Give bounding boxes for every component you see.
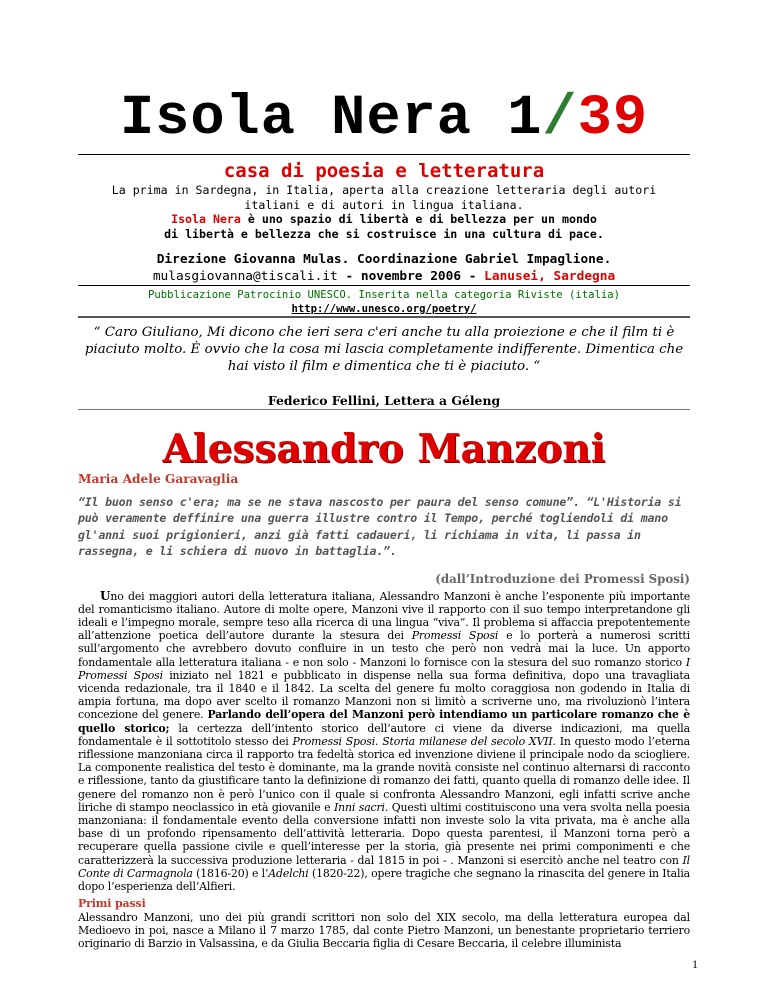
work-title: Promessi Sposi: [411, 629, 499, 643]
epigraph-source: (dall’Introduzione dei Promessi Sposi): [435, 571, 690, 586]
unesco-block: [78, 288, 690, 316]
work-title: Inni sacri.: [334, 800, 389, 814]
quote-author: Federico Fellini, Lettera a Géleng: [267, 393, 501, 408]
masthead-subtitle: casa di poesia e letteratura: [223, 160, 545, 182]
separator: -: [461, 269, 485, 284]
dropcap: U: [100, 588, 111, 603]
article-title: Alessandro Manzoni: [162, 426, 606, 472]
tagline-text: è uno spazio di libertà e di bellezza per un mondo: [240, 212, 597, 226]
masthead-issue: 39: [577, 87, 649, 151]
tagline-name: Isola Nera: [171, 212, 241, 226]
masthead-title: [78, 84, 690, 154]
paragraph: [78, 590, 690, 894]
document-page: [78, 0, 690, 950]
article-body: [78, 590, 690, 950]
unesco-text: Pubblicazione Patrocinio UNESCO. Inserita nella categoria Riviste (italia): [148, 289, 620, 301]
text-run: (1816-20) e l’: [192, 866, 269, 880]
divider: [78, 285, 690, 286]
direction-text: Direzione Giovanna Mulas. Coordinazione Gabriel Impaglione.: [156, 252, 612, 267]
text-run: Questi ultimi costituiscono una vera svolta nella poesia manzoniana: il fondamentale evento della conversione infatti non investe solo la vita privata, ma è anche alla base di un profondo ripensamento dell’attività letteraria. Dopo questa parentesi, il Manzoni torna però a recuperare quella passione civile e quell’interesse per la storia, già presente nei primi componimenti e che caratterizzerà la successiva produzione letteraria - dal 1815 in poi - . Manzoni si esercitò anche nel teatro con: [78, 800, 690, 867]
email-link[interactable]: mulasgiovanna@tiscali.it: [152, 269, 338, 284]
text-run: In questo modo l’eterna riflessione manzoniana circa il rapporto tra fedeltà storica ed invenzione diviene il principale nodo da sciogliere. La componente realistica del testo è dominante, ma la grande novità consiste nel continuo alternarsi di racconto e riflessione, tanto da giustificare tanto la definizione di romanzo dei fatti, quanto quella di romanzo delle idee. Il genere del romanzo non è però l’unico con il quale si confronta Alessandro Manzoni, egli infatti scrive anche liriche di stampo neoclassico in età giovanile e: [78, 734, 690, 814]
divider: [78, 316, 690, 318]
direction-block: [78, 251, 690, 285]
tagline: [78, 212, 690, 227]
intro-text: [78, 183, 690, 241]
text-run: (1820-22), opere tragiche che segnano la rinascita del genere in Italia dopo l’esperienza dell’Alfieri.: [78, 866, 691, 894]
issue-date: novembre 2006: [360, 269, 462, 284]
epigraph: “Il buon senso c'era; ma se ne stava nascosto per paura del senso comune”. “L'Historia si può veramente deffinire una guerra illustre contro il Tempo, perché togliendoli di mano gl'anni suoi prigionieri, anzi già fatti cadaueri, li richiama in vita, li passa in rassegna, e li schiera di nuovo in battaglia.”.: [78, 495, 682, 559]
paragraph: Alessandro Manzoni, uno dei più grandi scrittori non solo del XIX secolo, ma della letteratura europea dal Medioevo in poi, nasce a Milano il 7 marzo 1785, dal conte Pietro Manzoni, un benestante proprietario terriero originario di Barzio in Valsassina, e da Giulia Beccaria figlia di Cesare Beccaria, il celebre illuminista: [78, 910, 690, 950]
intro-line: italiani e di autori in lingua italiana.: [244, 197, 524, 212]
masthead-name: Isola Nera 1: [119, 87, 543, 151]
work-title: I Promessi Sposi: [78, 655, 690, 682]
text-run: e lo porterà a numerosi scritti sull’argomento che avrebbero dovuto confluire in un testo che però non vedrà mai la luce. Un apporto fondamentale alla letteratura italiana - e non solo - Manzoni lo fornisce con la stesura del suo romanzo storico: [78, 629, 690, 669]
section-heading: Primi passi: [78, 897, 146, 911]
separator: -: [337, 269, 361, 284]
text-run: iniziato nel 1821 e pubblicato in dispense nella sua forma definitiva, dopo una travagliata vicenda redazionale, tra il 1840 e il 1842. La scelta del genere fu molto coraggiosa non godendo in Italia di ampia fortuna, ma dopo aver scelto il romanzo Manzoni non si limitò a scriverne uno, ma rivoluzionò l’intera concezione del genere.: [78, 668, 690, 722]
masthead-slash: /: [542, 87, 578, 151]
work-title: Il Conte di Carmagnola: [78, 853, 690, 880]
contact-line: [78, 268, 690, 285]
work-title: Promessi Sposi. Storia milanese del secolo XVII.: [292, 734, 556, 748]
tagline-line2: di libertà e bellezza che si costruisce in una cultura di pace.: [164, 226, 604, 241]
bold-run: Parlando dell’opera del Manzoni però intendiamo un particolare romanzo che è quello storico;: [78, 708, 690, 735]
divider: [78, 409, 690, 410]
unesco-link[interactable]: http://www.unesco.org/poetry/: [291, 303, 477, 315]
page-number: 1: [692, 957, 698, 971]
text-run: la certezza dell’intento storico dell’autore ci viene da diverse indicazioni, ma quella fondamentale è il sottotitolo stesso dei: [78, 721, 690, 748]
intro-line: La prima in Sardegna, in Italia, aperta alla creazione letteraria degli autori: [111, 183, 657, 197]
article-author: Maria Adele Garavaglia: [78, 472, 239, 486]
issue-place: Lanusei, Sardegna: [484, 269, 616, 284]
text-run: no dei maggiori autori della letteratura italiana, Alessandro Manzoni è anche l’esponente più importante del romanticismo italiano. Autore di molte opere, Manzoni vive il rapporto con il suo tempo interpretandone gli ideali e l’impegno morale, sempre teso alla ricerca di una lingua “viva”. Il problema si affaccia prepotentemente all’attenzione poetica dell’autore durante la stesura dei: [78, 589, 690, 643]
divider: [78, 154, 690, 155]
work-title: Adelchi: [268, 866, 309, 880]
fellini-quote: “ Caro Giuliano, Mi dicono che ieri sera c'eri anche tu alla proiezione e che il film ti è piaciuto molto. È ovvio che la cosa mi lascia completamente indifferente. Dimentica che hai visto il film e dimentica che ti è piaciuto. “: [84, 325, 684, 374]
